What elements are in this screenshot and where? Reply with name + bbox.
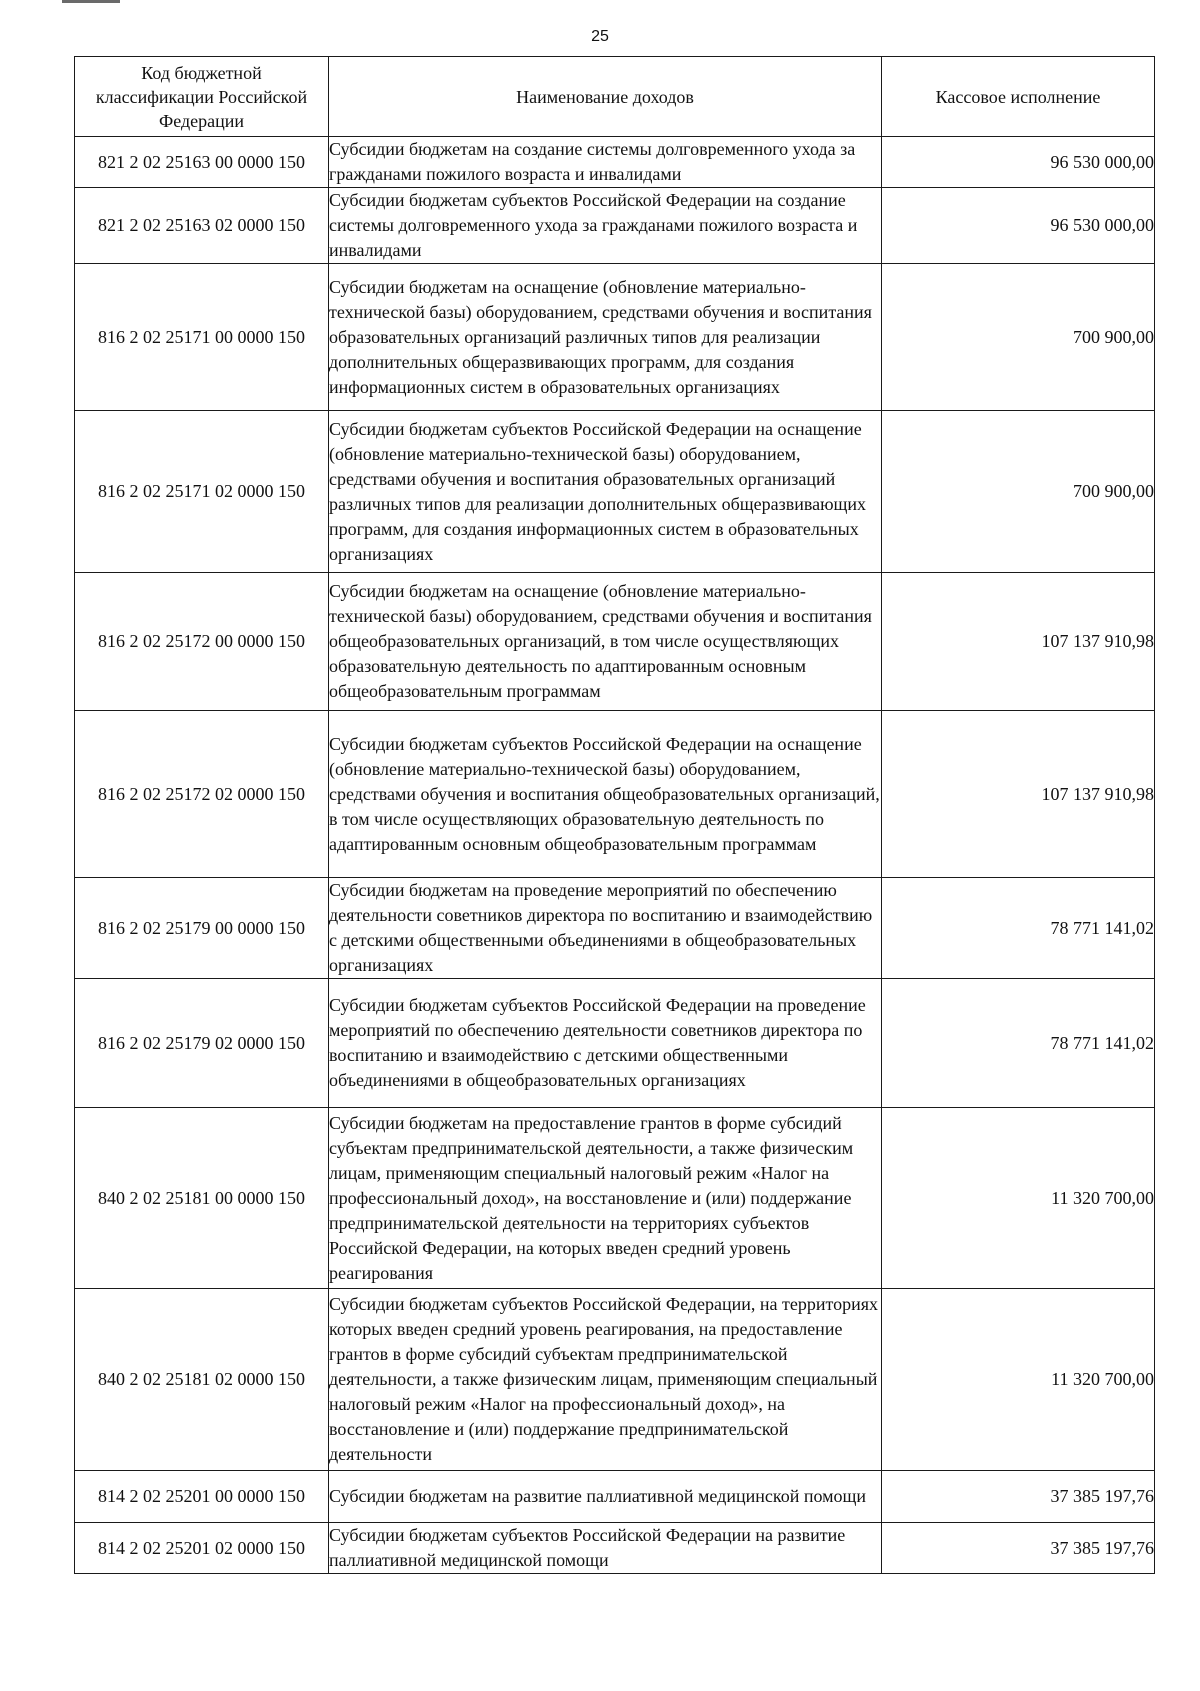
budget-code-cell: 840 2 02 25181 00 0000 150 <box>75 1108 329 1289</box>
table-row <box>75 711 1155 878</box>
revenue-name-cell: Субсидии бюджетам на развитие паллиативной медицинской помощи <box>329 1471 882 1523</box>
header-cash-execution: Кассовое исполнение <box>882 57 1155 137</box>
amount-cell: 96 530 000,00 <box>882 137 1155 188</box>
table-row <box>75 1523 1155 1574</box>
budget-code-cell: 816 2 02 25171 00 0000 150 <box>75 264 329 411</box>
table-row <box>75 411 1155 573</box>
table-row <box>75 188 1155 264</box>
amount-cell: 78 771 141,02 <box>882 979 1155 1108</box>
budget-code-cell: 816 2 02 25171 02 0000 150 <box>75 411 329 573</box>
budget-code-cell: 816 2 02 25179 02 0000 150 <box>75 979 329 1108</box>
header-revenue-name: Наименование доходов <box>329 57 882 137</box>
table-row <box>75 1108 1155 1289</box>
amount-cell: 37 385 197,76 <box>882 1523 1155 1574</box>
budget-code-cell: 814 2 02 25201 00 0000 150 <box>75 1471 329 1523</box>
revenue-name-cell: Субсидии бюджетам субъектов Российской Федерации на оснащение (обновление материально-технической базы) оборудованием, средствами обучения и воспитания образовательных организаций различных типов для реализации дополнительных общеразвивающих программ, для создания информационных систем в образовательных организациях <box>329 411 882 573</box>
budget-code-cell: 816 2 02 25179 00 0000 150 <box>75 878 329 979</box>
revenue-name-cell: Субсидии бюджетам на проведение мероприятий по обеспечению деятельности советников директора по воспитанию и взаимодействию с детскими общественными объединениями в общеобразовательных организациях <box>329 878 882 979</box>
revenue-name-cell: Субсидии бюджетам субъектов Российской Федерации на проведение мероприятий по обеспечению деятельности советников директора по воспитанию и взаимодействию с детскими общественными объединениями в общеобразовательных организациях <box>329 979 882 1108</box>
revenue-name-cell: Субсидии бюджетам субъектов Российской Федерации, на территориях которых введен средний уровень реагирования, на предоставление грантов в форме субсидий субъектам предпринимательской деятельности, а также физическим лицам, применяющим специальный налоговый режим «Налог на профессиональный доход», на восстановление и (или) поддержание предпринимательской деятельности <box>329 1289 882 1471</box>
amount-cell: 700 900,00 <box>882 411 1155 573</box>
amount-cell: 11 320 700,00 <box>882 1108 1155 1289</box>
table-row <box>75 137 1155 188</box>
table-row <box>75 1471 1155 1523</box>
scan-artifact <box>62 0 120 3</box>
table-row <box>75 1289 1155 1471</box>
revenue-name-cell: Субсидии бюджетам субъектов Российской Федерации на создание системы долговременного ухода за гражданами пожилого возраста и инвалидами <box>329 188 882 264</box>
amount-cell: 96 530 000,00 <box>882 188 1155 264</box>
revenue-name-cell: Субсидии бюджетам субъектов Российской Федерации на развитие паллиативной медицинской помощи <box>329 1523 882 1574</box>
amount-cell: 11 320 700,00 <box>882 1289 1155 1471</box>
revenue-name-cell: Субсидии бюджетам субъектов Российской Федерации на оснащение (обновление материально-технической базы) оборудованием, средствами обучения и воспитания общеобразовательных организаций, в том числе осуществляющих образовательную деятельность по адаптированным основным общеобразовательным программам <box>329 711 882 878</box>
amount-cell: 107 137 910,98 <box>882 711 1155 878</box>
table-row <box>75 264 1155 411</box>
budget-code-cell: 840 2 02 25181 02 0000 150 <box>75 1289 329 1471</box>
revenue-table <box>74 56 1155 1574</box>
table-header-row <box>75 57 1155 137</box>
amount-cell: 107 137 910,98 <box>882 573 1155 711</box>
revenue-name-cell: Субсидии бюджетам на создание системы долговременного ухода за гражданами пожилого возраста и инвалидами <box>329 137 882 188</box>
table-row <box>75 979 1155 1108</box>
budget-code-cell: 814 2 02 25201 02 0000 150 <box>75 1523 329 1574</box>
revenue-name-cell: Субсидии бюджетам на предоставление грантов в форме субсидий субъектам предпринимательской деятельности, а также физическим лицам, применяющим специальный налоговый режим «Налог на профессиональный доход», на восстановление и (или) поддержание предпринимательской деятельности на территориях субъектов Российской Федерации, на которых введен средний уровень реагирования <box>329 1108 882 1289</box>
page-number: 25 <box>591 28 609 45</box>
revenue-name-cell: Субсидии бюджетам на оснащение (обновление материально-технической базы) оборудованием, средствами обучения и воспитания образовательных организаций различных типов для реализации дополнительных общеразвивающих программ, для создания информационных систем в образовательных организациях <box>329 264 882 411</box>
amount-cell: 78 771 141,02 <box>882 878 1155 979</box>
budget-code-cell: 816 2 02 25172 02 0000 150 <box>75 711 329 878</box>
amount-cell: 700 900,00 <box>882 264 1155 411</box>
header-budget-code: Код бюджетной классификации Российской Федерации <box>75 57 329 137</box>
table-row <box>75 573 1155 711</box>
budget-code-cell: 821 2 02 25163 02 0000 150 <box>75 188 329 264</box>
amount-cell: 37 385 197,76 <box>882 1471 1155 1523</box>
revenue-name-cell: Субсидии бюджетам на оснащение (обновление материально-технической базы) оборудованием, средствами обучения и воспитания общеобразовательных организаций, в том числе осуществляющих образовательную деятельность по адаптированным основным общеобразовательным программам <box>329 573 882 711</box>
table-row <box>75 878 1155 979</box>
budget-code-cell: 816 2 02 25172 00 0000 150 <box>75 573 329 711</box>
budget-code-cell: 821 2 02 25163 00 0000 150 <box>75 137 329 188</box>
